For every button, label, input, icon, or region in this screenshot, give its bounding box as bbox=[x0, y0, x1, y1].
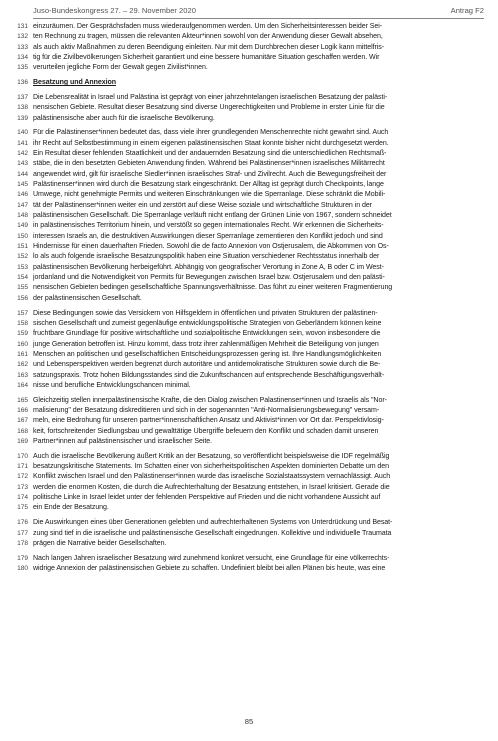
line-text: in palästinensisches Territorium hinein, und verstößt so gegen internationales Recht. Wir erkennen die Sicherheits- bbox=[33, 222, 384, 230]
text-line bbox=[8, 472, 484, 482]
line-number: 166 bbox=[17, 406, 28, 414]
line-number: 154 bbox=[17, 274, 28, 282]
text-line bbox=[8, 416, 484, 426]
text-line bbox=[8, 63, 484, 73]
line-number: 136 bbox=[17, 79, 28, 87]
line-number: 141 bbox=[17, 139, 28, 147]
line-number: 138 bbox=[17, 104, 28, 112]
text-line bbox=[8, 273, 484, 283]
text-line bbox=[8, 381, 484, 391]
text-line bbox=[8, 32, 484, 42]
line-text: keit, fortschreitender Siedlungsbau und gewalttätige Übergriffe befeuern den Konflikt und schaden damit unseren bbox=[33, 427, 379, 435]
text-line bbox=[8, 539, 484, 549]
text-line bbox=[8, 190, 484, 200]
line-number: 178 bbox=[17, 539, 28, 547]
text-line bbox=[8, 128, 484, 138]
line-text: Konflikt zwischen Israel und den Palästinenser*innen wurde das israelische Sozialstaatssystem vernachlässigt. Auch bbox=[33, 473, 391, 481]
line-number: 151 bbox=[17, 243, 28, 251]
line-text: jordanland und die Notwendigkeit von Permits für Bewegungen zwischen Israel bzw. Ostjerusalem und den palästi- bbox=[33, 274, 385, 282]
text-line bbox=[8, 493, 484, 503]
line-number: 149 bbox=[17, 222, 28, 230]
line-number: 172 bbox=[17, 473, 28, 481]
text-line bbox=[8, 283, 484, 293]
line-text: Die Lebensrealität in Israel und Palästina ist geprägt von einer jahrzehntelangen israelischen Besatzung der palästi- bbox=[33, 93, 388, 101]
text-line bbox=[8, 294, 484, 304]
text-line bbox=[8, 518, 484, 528]
line-text: Palästinenser*innen wird durch die Besatzung stark eingeschränkt. Der Alltag ist geprägt durch Checkpoints, lange bbox=[33, 180, 384, 188]
line-number: 152 bbox=[17, 253, 28, 261]
line-text: lo als auch folgende israelische Besatzungspolitik haben eine Situation verschiedener Rechtsstatus innerhalb der bbox=[33, 253, 380, 261]
line-text: Für die Palästinenser*innen bedeutet das, dass viele ihrer grundlegenden Menschenrechte nicht gewahrt sind. Auch bbox=[33, 129, 389, 137]
line-text: palästinensischen Gesellschaft. Die Sperranlage verläuft nicht entlang der Grünen Linie von 1967, sondern schneidet bbox=[33, 212, 392, 220]
text-line bbox=[8, 350, 484, 360]
text-line bbox=[8, 103, 484, 113]
text-line bbox=[8, 139, 484, 149]
text-line bbox=[8, 371, 484, 381]
line-text: verurteilen jegliche Form der Gewalt gegen Zivilist*innen. bbox=[33, 64, 208, 72]
paragraph bbox=[8, 93, 484, 124]
line-number: 133 bbox=[17, 43, 28, 51]
line-text: als auch aktiv Maßnahmen zu deren Beendigung einleiten. Nur mit dem Durchbrechen dieser Logik kann mittelfris- bbox=[33, 43, 385, 51]
text-line bbox=[8, 340, 484, 350]
line-text: ten Rechnung zu tragen, müssen die relevanten Akteur*innen sowohl von der Anwendung dieser Gewalt absehen, bbox=[33, 33, 383, 41]
line-text: Nach langen Jahren israelischer Besatzung wird zunehmend konkret versucht, eine Grundlage für eine völkerrechts- bbox=[33, 554, 390, 562]
text-line bbox=[8, 114, 484, 124]
line-number: 171 bbox=[17, 463, 28, 471]
text-line bbox=[8, 149, 484, 159]
text-line bbox=[8, 159, 484, 169]
paragraph bbox=[8, 22, 484, 74]
line-number: 173 bbox=[17, 483, 28, 491]
line-number: 162 bbox=[17, 361, 28, 369]
line-number: 179 bbox=[17, 554, 28, 562]
line-text: tig für die Zivilbevölkerungen Sicherheit garantiert und eine bessere humanitäre Situation geschaffen werden. Wir bbox=[33, 54, 380, 62]
text-line bbox=[8, 427, 484, 437]
text-line bbox=[8, 263, 484, 273]
text-line bbox=[8, 437, 484, 447]
line-text: einzuräumen. Der Gesprächsfaden muss wiederaufgenommen werden. Um den Sicherheitsinteressen beider Sei- bbox=[33, 23, 383, 30]
text-line bbox=[8, 319, 484, 329]
line-number: 145 bbox=[17, 180, 28, 188]
line-number: 157 bbox=[17, 309, 28, 317]
text-line bbox=[8, 211, 484, 221]
line-number: 147 bbox=[17, 201, 28, 209]
text-line bbox=[8, 483, 484, 493]
paragraph bbox=[8, 518, 484, 549]
line-text: nensischen Gebieten bedingen gesellschaftliche Spannungsverhältnisse. Das führt zu einer weiteren Fragmentierung bbox=[33, 284, 393, 292]
line-number: 148 bbox=[17, 212, 28, 220]
text-line bbox=[8, 252, 484, 262]
line-text: satzungspraxis. Trotz hohen Bildungsstandes sind die Zukunftschancen auf entsprechende Beschäftigungsverhält- bbox=[33, 371, 385, 379]
text-line bbox=[8, 503, 484, 513]
text-line bbox=[8, 406, 484, 416]
line-number: 142 bbox=[17, 149, 28, 157]
text-line bbox=[8, 232, 484, 242]
line-number: 175 bbox=[17, 504, 28, 512]
line-number: 168 bbox=[17, 427, 28, 435]
line-number: 135 bbox=[17, 64, 28, 72]
line-number: 158 bbox=[17, 319, 28, 327]
line-text: politische Linke in Israel leidet unter der fehlenden Perspektive auf Frieden und die nicht vorhandene Aussicht auf bbox=[33, 494, 381, 502]
line-number: 140 bbox=[17, 129, 28, 137]
paragraph bbox=[8, 554, 484, 575]
text-line bbox=[8, 43, 484, 53]
text-line bbox=[8, 529, 484, 539]
text-line bbox=[8, 564, 484, 574]
line-text: Ein Resultat dieser fehlenden Staatlichkeit und der andauernden Besatzung sind die unterschiedlichen Rechtsmaß- bbox=[33, 149, 387, 157]
text-line bbox=[8, 78, 484, 88]
text-line bbox=[8, 170, 484, 180]
header-rule bbox=[33, 18, 484, 19]
line-number: 174 bbox=[17, 494, 28, 502]
line-text: werden die enormen Kosten, die durch die Aufrechterhaltung der Besatzung entstehen, in Israel kritisiert. Gerade die bbox=[33, 483, 390, 491]
line-text: nensischen Gebiete. Resultat dieser Besatzung sind diverse Ungerechtigkeiten und Probleme in erster Linie für die bbox=[33, 104, 385, 112]
line-text: Auch die israelische Bevölkerung äußert Kritik an der Besatzung, so veröffentlicht beispielsweise die IDF regelmäßig bbox=[33, 452, 390, 460]
line-text: besatzungskritische Statements. Im Schatten einer von sicherheitspolitischen Aspekten dominierten Debatte um den bbox=[33, 463, 390, 471]
line-text: und Lebensperspektiven werden begrenzt durch autoritäre und antidemokratische Strukturen sowie durch die Be- bbox=[33, 361, 381, 369]
line-number: 165 bbox=[17, 396, 28, 404]
text-line bbox=[8, 462, 484, 472]
line-text: Hindernisse für einen dauerhaften Frieden. Sowohl die de facto Annexion von Ostjerusalem, die Abkommen von Os- bbox=[33, 243, 389, 251]
line-text: fruchtbare Grundlage für positive wirtschaftliche und sozialpolitische Entwicklungen sein, wovon insbesondere die bbox=[33, 330, 381, 338]
paragraph bbox=[8, 309, 484, 392]
line-number: 164 bbox=[17, 381, 28, 389]
line-text: tät der Palästinenser*innen weiter ein und zerstört auf diese Weise soziale und wirtschaftliche Strukturen in der bbox=[33, 201, 372, 209]
text-line bbox=[8, 329, 484, 339]
line-number: 146 bbox=[17, 191, 28, 199]
page-header bbox=[33, 6, 484, 18]
line-number: 170 bbox=[17, 452, 28, 460]
line-text: Gleichzeitig stellen innerpalästinensische Krafte, die den Dialog zwischen Palastinenser*innen und Israelis als "Nor- bbox=[33, 396, 387, 404]
line-number: 137 bbox=[17, 93, 28, 101]
line-number: 161 bbox=[17, 350, 28, 358]
text-line bbox=[8, 180, 484, 190]
line-number: 143 bbox=[17, 160, 28, 168]
text-line bbox=[8, 452, 484, 462]
text-line bbox=[8, 360, 484, 370]
line-number: 134 bbox=[17, 54, 28, 62]
text-line bbox=[8, 22, 484, 32]
document-body bbox=[8, 22, 484, 579]
line-text: Die Auswirkungen eines über Generationen gelebten und aufrechterhaltenen Systems von Unterdrückung und Besat- bbox=[33, 519, 393, 527]
line-text: prägen die Narrative beider Gesellschaften. bbox=[33, 539, 167, 547]
text-line bbox=[8, 396, 484, 406]
line-number: 160 bbox=[17, 340, 28, 348]
line-number: 180 bbox=[17, 564, 28, 572]
paragraph bbox=[8, 452, 484, 514]
line-text: Menschen an politischen und gesellschaftlichen Entscheidungsprozessen gering ist. Ihre Handlungsmöglichkeiten bbox=[33, 350, 382, 358]
line-number: 176 bbox=[17, 519, 28, 527]
line-number: 177 bbox=[17, 529, 28, 537]
line-number: 163 bbox=[17, 371, 28, 379]
line-text: ihr Recht auf Selbstbestimmung in einem eigenen palästinensischen Staat konnte bisher nicht durchgesetzt werden. bbox=[33, 139, 389, 147]
paragraph bbox=[8, 128, 484, 304]
line-text: meln, eine Bedrohung für unseren partner*innenschaftlichen Ansatz und Aktivist*innen vor Ort dar. Perspektivlosig- bbox=[33, 417, 384, 425]
line-text: nisse und berufliche Entwicklungschancen minimal. bbox=[33, 381, 191, 389]
text-line bbox=[8, 242, 484, 252]
line-text: widrige Annexion der palästinensischen Gebiete zu schaffen. Undefiniert bleibt bei allen Plänen bis heute, was eine bbox=[33, 564, 386, 572]
line-text: palästinensischen Bevölkerung herbeigeführt. Abhängig von geografischer Verortung in Zone A, B oder C im West- bbox=[33, 263, 384, 271]
line-text: der palästinensischen Gesellschaft. bbox=[33, 294, 142, 302]
header-motion-id: Antrag F2 bbox=[450, 6, 484, 15]
line-text: junge Generation betroffen ist. Hinzu kommt, dass trotz ihrer zahlenmäßigen Mehrheit die Beteiligung von jungen bbox=[33, 340, 379, 348]
heading-text: Besatzung und Annexion bbox=[33, 79, 116, 87]
text-line bbox=[8, 201, 484, 211]
line-text: zung sind tief in die israelische und palästinensische Gesellschaft eingedrungen. Kollektive und individuelle Traumata bbox=[33, 529, 392, 537]
line-number: 159 bbox=[17, 330, 28, 338]
page-number: 85 bbox=[244, 717, 254, 726]
line-number: 131 bbox=[17, 23, 28, 30]
line-number: 144 bbox=[17, 170, 28, 178]
paragraph bbox=[8, 396, 484, 448]
line-number: 167 bbox=[17, 417, 28, 425]
line-number: 150 bbox=[17, 232, 28, 240]
line-number: 139 bbox=[17, 114, 28, 122]
line-text: stäbe, die in den besetzten Gebieten Anwendung finden. Während bei Palästinenser*innen israelisches Militärrecht bbox=[33, 160, 385, 168]
text-line bbox=[8, 309, 484, 319]
line-text: Diese Bedingungen sowie das Versickern von Hilfsgeldern in öffentlichen und privaten Strukturen der palästinen- bbox=[33, 309, 378, 317]
text-line bbox=[8, 221, 484, 231]
text-line bbox=[8, 53, 484, 63]
line-number: 155 bbox=[17, 284, 28, 292]
line-text: ein Ende der Besatzung. bbox=[33, 504, 109, 512]
line-text: palästinensische aber auch für die israelische Bevölkerung. bbox=[33, 114, 215, 122]
line-number: 156 bbox=[17, 294, 28, 302]
line-text: sischen Gesellschaft und zumeist gegenläufige entwicklungspolitische Strategien von Geberländern können keine bbox=[33, 319, 382, 327]
line-text: malisierung" der Besatzung diskreditieren und sich in der sogenannten "Anti-Normalisierungsbewegung" versam- bbox=[33, 406, 380, 414]
text-line bbox=[8, 93, 484, 103]
line-number: 153 bbox=[17, 263, 28, 271]
line-number: 169 bbox=[17, 438, 28, 446]
section-heading bbox=[8, 78, 484, 88]
text-line bbox=[8, 554, 484, 564]
line-text: Partner*innen auf palästinensischer und israelischer Seite. bbox=[33, 438, 213, 446]
line-number: 132 bbox=[17, 33, 28, 41]
line-text: Umwege, nicht genehmigte Permits und weiteren Einschränkungen wie die Sperranlage. Diese schränkt die Mobili- bbox=[33, 191, 386, 199]
line-text: angewendet wird, gilt für israelische Siedler*innen israelisches Straf- und Zivilrecht. Auch die Bewegungsfreiheit der bbox=[33, 170, 387, 178]
header-event: Juso-Bundeskongress 27. – 29. November 2020 bbox=[33, 6, 196, 15]
line-text: interessen Israels an, die destruktiven Auswirkungen dieser Sperranlage zementieren den Konflikt jedoch und sind bbox=[33, 232, 383, 240]
